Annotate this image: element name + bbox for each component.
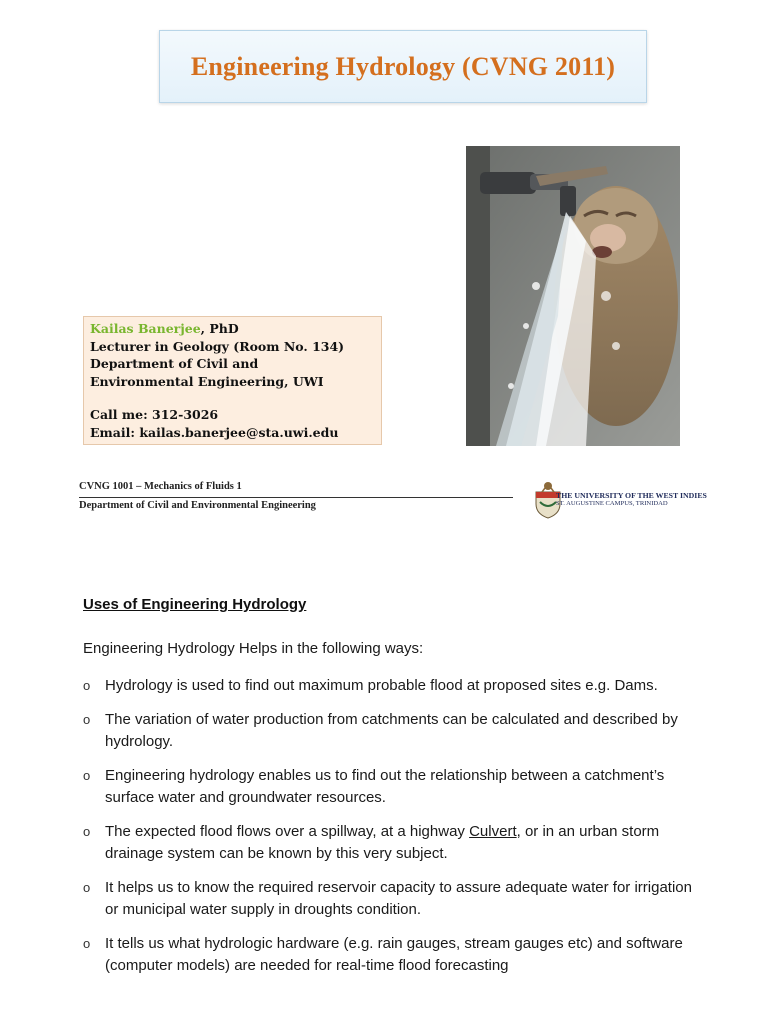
list-item: o The expected flood flows over a spillway, at a highway Culvert, or in an urban storm drainage system can be known by this very subject.	[83, 821, 693, 865]
footer-course: CVNG 1001 – Mechanics of Fluids 1	[79, 481, 242, 492]
contact-name-line	[90, 320, 375, 338]
bullet-circle-icon: o	[83, 768, 91, 783]
bullet-circle-icon: o	[83, 712, 91, 727]
bullet-circle-icon: o	[83, 824, 91, 839]
document-title: Engineering Hydrology (CVNG 2011)	[190, 51, 616, 81]
contact-card	[83, 316, 382, 445]
list-item: o It tells us what hydrologic hardware (e.g. rain gauges, stream gauges etc) and software (computer models) are needed for real-time flood forecasting	[83, 933, 693, 977]
email-address: Email: kailas.banerjee@sta.uwi.edu	[90, 424, 339, 440]
bullet-circle-icon: o	[83, 880, 91, 895]
lecturer-name: Kailas Banerjee	[90, 321, 201, 336]
campus-name: ST. AUGUSTINE CAMPUS, TRINIDAD	[556, 500, 668, 507]
list-item: o The variation of water production from catchments can be calculated and described by hydrology.	[83, 709, 693, 753]
lecturer-position: Lecturer in Geology (Room No. 134)	[90, 338, 345, 354]
list-item: o Engineering hydrology enables us to find out the relationship between a catchment’s surface water and groundwater resources.	[83, 765, 693, 809]
uses-list	[83, 675, 693, 989]
phone-number: Call me: 312-3026	[90, 407, 219, 423]
monkey-drinking-photo	[466, 146, 680, 446]
bullet-circle-icon: o	[83, 678, 91, 693]
list-item: o Hydrology is used to find out maximum probable flood at proposed sites e.g. Dams.	[83, 675, 693, 697]
intro-text: Engineering Hydrology Helps in the following ways:	[83, 640, 424, 657]
footer-divider	[79, 497, 513, 498]
university-name: THE UNIVERSITY OF THE WEST INDIES	[556, 491, 707, 500]
department-line-2: Environmental Engineering, UWI	[90, 373, 324, 389]
department-line-1: Department of Civil and	[90, 356, 259, 372]
list-item: o It helps us to know the required reservoir capacity to assure adequate water for irrigation or municipal water supply in droughts condition.	[83, 877, 693, 921]
lecturer-degree: , PhD	[200, 321, 239, 336]
culvert-link[interactable]: Culvert	[469, 823, 517, 840]
bullet-circle-icon: o	[83, 936, 91, 951]
section-heading: Uses of Engineering Hydrology	[83, 596, 307, 613]
footer-department: Department of Civil and Environmental Engineering	[79, 500, 316, 511]
title-banner	[159, 30, 647, 103]
